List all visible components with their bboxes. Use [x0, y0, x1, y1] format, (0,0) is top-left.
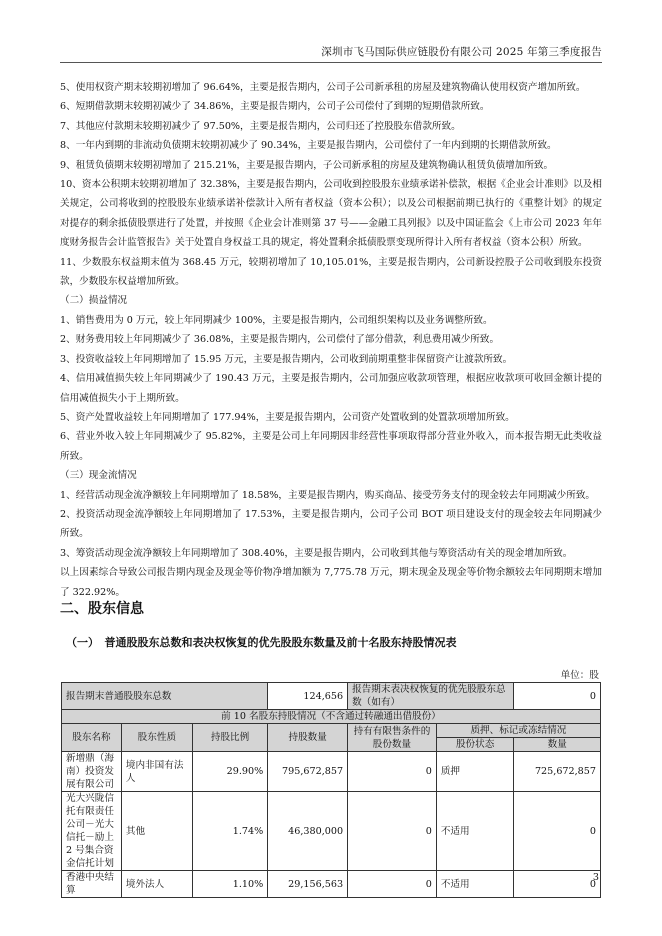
top10-caption-row	[62, 710, 601, 724]
col-header-ratio: 持股比例	[192, 724, 267, 752]
shareholder-table	[61, 682, 601, 898]
holder-pledge-status: 质押	[436, 752, 514, 792]
page-header: 深圳市飞马国际供应链股份有限公司 2025 年第三季度报告	[321, 46, 602, 58]
summary-row	[62, 683, 601, 710]
paragraph: 5、资产处置收益较上年同期增加了 177.94%，主要是报告期内，公司资产处置收到的处置款项增加所致。	[60, 411, 515, 423]
holder-ratio: 1.10%	[192, 871, 267, 898]
table-header-row	[62, 724, 601, 738]
paragraph: 2、投资活动现金流净额较上年同期增加了 17.53%，主要是报告期内，公司子公司 BOT 项目建设支付的现金较去年同期减少所致。	[60, 508, 602, 540]
holder-ratio: 1.74%	[192, 792, 267, 871]
total-holders-label: 报告期末普通股股东总数	[62, 683, 268, 710]
paragraph: 4、信用减值损失较上年同期减少了 190.43 万元，主要是报告期内，公司加强应收款项管理，根据应收款项可收回金额计提的信用减值损失小于上期所致。	[60, 373, 602, 404]
table-row	[62, 871, 601, 898]
paragraph: 3、投资收益较上年同期增加了 15.95 万元，主要是报告期内，公司收到前期重整非保留资产让渡款所致。	[60, 353, 513, 365]
holder-name: 香港中央结算	[62, 871, 122, 898]
preferred-holders-value: 0	[514, 683, 601, 710]
paragraph: 8、一年内到期的非流动负债期末较期初减少了 90.34%，主要是报告期内，公司偿付了一年内到期的长期借款所致。	[60, 140, 557, 152]
col-header-amount: 持股数量	[268, 724, 348, 752]
top10-caption: 前 10 名股东持股情况（不含通过转融通出借股份）	[62, 710, 601, 724]
holder-ratio: 29.90%	[192, 752, 267, 792]
holder-amount: 46,380,000	[268, 792, 348, 871]
total-holders-value: 124,656	[268, 683, 348, 710]
holder-restricted: 0	[348, 752, 437, 792]
paragraph: 6、短期借款期末较期初减少了 34.86%，主要是报告期内，公司子公司偿付了到期的短期借款所致。	[60, 101, 490, 113]
paragraph: 9、租赁负债期末较期初增加了 215.21%，主要是报告期内，子公司新承租的房屋及建筑物确认租赁负债增加所致。	[60, 159, 554, 171]
col-header-restricted: 持有有限售条件的股份数量	[348, 724, 437, 752]
holder-restricted: 0	[348, 871, 437, 898]
holder-nature: 其他	[121, 792, 192, 871]
col-header-pledge-group: 质押、标记或冻结情况	[436, 724, 600, 738]
paragraph: 1、销售费用为 0 万元，较上年同期减少 100%，主要是报告期内，公司组织架构以及业务调整所致。	[60, 314, 493, 326]
paragraph: 7、其他应付款期末较期初减少了 97.50%，主要是报告期内，公司归还了控股股东借款所致。	[60, 120, 461, 132]
paragraph: 10、资本公积期末较期初增加了 32.38%，主要是报告期内，公司收到控股股东业绩承诺补偿款，根据《企业会计准则》以及相关规定，公司将收到的控股股东业绩承诺补偿款计入所有者权益（资本公积）；以及公司根据前期已执行的《重整计划》的规定对提存的剩余抵债股票进行了处置，并按照《企业会计准则第 37 号——金融工具列报》以及中国证监会《上市公司 2023 年年度财务报告会计监管报告》关于处置自身权益工具的规定，将处置剩余抵债股票变现所得计入所有者权益（资本公积）所致。	[60, 179, 602, 249]
holder-amount: 29,156,563	[268, 871, 348, 898]
holder-pledge-amount: 725,672,857	[514, 752, 601, 792]
header-divider	[60, 62, 602, 63]
unit-label: 单位：股	[560, 670, 599, 681]
col-header-name: 股东名称	[62, 724, 122, 752]
holder-pledge-status: 不适用	[436, 871, 514, 898]
paragraph: 6、营业外收入较上年同期减少了 95.82%，主要是公司上年同期因非经营性事项取得部分营业外收入，而本报告期无此类收益所致。	[60, 431, 602, 462]
table-row	[62, 792, 601, 871]
paragraph: 11、少数股东权益期末值为 368.45 万元，较期初增加了 10,105.01%，主要是报告期内，公司新设控股子公司收到股东投资款，少数股东权益增加所致。	[60, 256, 602, 288]
holder-amount: 795,672,857	[268, 752, 348, 792]
preferred-holders-label: 报告期末表决权恢复的优先股股东总数（如有）	[348, 683, 514, 710]
col-header-pledge-status: 股份状态	[436, 738, 514, 752]
analysis-text	[60, 78, 602, 602]
holder-nature: 境外法人	[121, 871, 192, 898]
page-number: 3	[592, 872, 599, 883]
holder-pledge-amount: 0	[514, 792, 601, 871]
holder-name: 新增鼎（海南）投资发展有限公司	[62, 752, 122, 792]
col-header-pledge-amount: 数量	[514, 738, 601, 752]
subheading-income: （二）损益情况	[60, 295, 128, 307]
holder-pledge-status: 不适用	[436, 792, 514, 871]
col-header-nature: 股东性质	[121, 724, 192, 752]
paragraph: 3、筹资活动现金流净额较上年同期增加了 308.40%，主要是报告期内，公司收到其他与筹资活动有关的现金增加所致。	[60, 547, 573, 559]
table-row	[62, 752, 601, 792]
holder-name: 光大兴陇信托有限责任公司－光大信托－励上 2 号集合资金信托计划	[62, 792, 122, 871]
subheading-cashflow: （三）现金流情况	[60, 470, 137, 482]
holder-restricted: 0	[348, 792, 437, 871]
subsection-title: （一） 普通股股东总数和表决权恢复的优先股股东数量及前十名股东持股情况表	[66, 636, 457, 649]
paragraph: 2、财务费用较上年同期减少了 36.08%，主要是报告期内，公司偿付了部分借款，利息费用减少所致。	[60, 334, 500, 346]
paragraph: 以上因素综合导致公司报告期内现金及现金等价物净增加额为 7,775.78 万元，期末现金及现金等价物余额较去年同期期末增加了 322.92%。	[60, 567, 602, 598]
paragraph: 5、使用权资产期末较期初增加了 96.64%，主要是报告期内，公司子公司新承租的房屋及建筑物确认使用权资产增加所致。	[60, 82, 586, 93]
holder-nature: 境内非国有法人	[121, 752, 192, 792]
section-title: 二、股东信息	[60, 601, 144, 617]
paragraph: 1、经营活动现金流净额较上年同期增加了 18.58%，主要是报告期内，购买商品、接受劳务支付的现金较去年同期减少所致。	[60, 489, 596, 501]
holder-pledge-amount: 0	[514, 871, 601, 898]
